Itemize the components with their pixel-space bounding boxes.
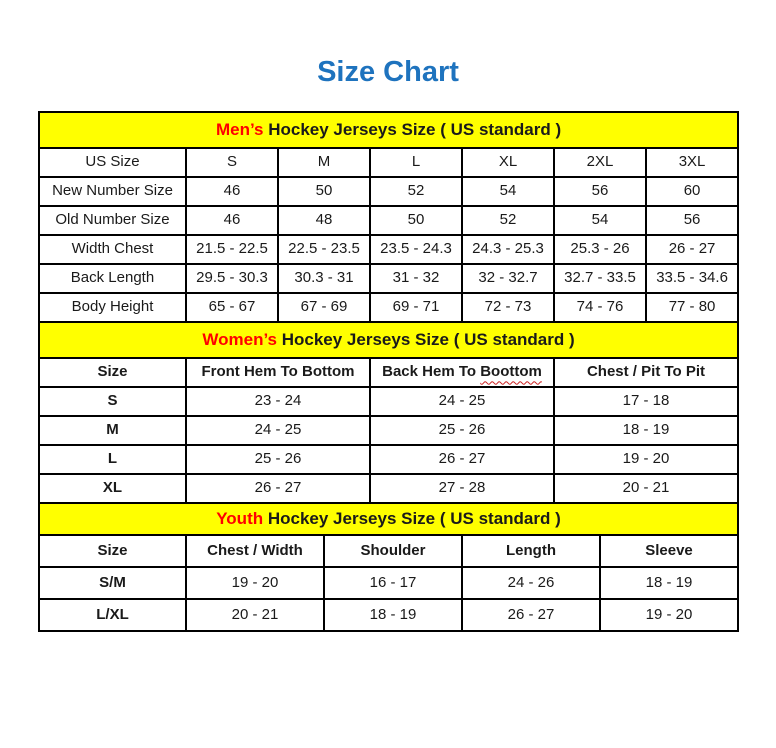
table-cell: 25.3 - 26 [554,235,646,264]
table-cell: 69 - 71 [370,293,462,322]
table-cell: 20 - 21 [186,599,324,631]
table-cell: 50 [370,206,462,235]
column-header-with-spellcheck [370,358,554,387]
womens-section-title [39,322,738,358]
womens-section-band [39,322,738,358]
table-cell: 16 - 17 [324,567,462,599]
table-cell: 32 - 32.7 [462,264,554,293]
row-label: L [39,445,186,474]
table-cell: 72 - 73 [462,293,554,322]
womens-band-accent: Women’s [202,329,277,349]
youth-size-table [38,502,739,632]
row-label: Width Chest [39,235,186,264]
table-cell: 77 - 80 [646,293,738,322]
table-cell: 50 [278,177,370,206]
table-row [39,416,738,445]
mens-band-accent: Men’s [215,119,264,139]
table-row [39,387,738,416]
table-cell: 48 [278,206,370,235]
column-header: Chest / Pit To Pit [554,358,738,387]
column-header: Sleeve [600,535,738,567]
table-row [39,599,738,631]
mens-section-band [39,112,738,148]
mens-band-rest: Hockey Jerseys Size ( US standard ) [263,119,562,139]
mens-size-table [38,111,739,323]
row-label: XL [39,474,186,503]
table-cell: 19 - 20 [186,567,324,599]
column-header: Shoulder [324,535,462,567]
womens-header-row [39,358,738,387]
table-cell: 67 - 69 [278,293,370,322]
table-cell: 54 [554,206,646,235]
misspelled-word: Boottom [480,363,542,381]
womens-size-table [38,321,739,504]
table-cell: 52 [370,177,462,206]
youth-band-accent: Youth [216,508,264,528]
column-header: 3XL [646,148,738,177]
table-cell: 24 - 26 [462,567,600,599]
table-cell: 33.5 - 34.6 [646,264,738,293]
row-label: M [39,416,186,445]
table-cell: 56 [646,206,738,235]
table-cell: 25 - 26 [186,445,370,474]
table-cell: 24 - 25 [186,416,370,445]
table-cell: 74 - 76 [554,293,646,322]
table-cell: 24.3 - 25.3 [462,235,554,264]
table-cell: 56 [554,177,646,206]
youth-band-rest: Hockey Jerseys Size ( US standard ) [263,508,561,528]
table-cell: 21.5 - 22.5 [186,235,278,264]
table-cell: 24 - 25 [370,387,554,416]
size-chart-page [0,56,776,632]
table-row [39,177,738,206]
youth-section-title [39,503,738,535]
table-cell: 31 - 32 [370,264,462,293]
table-cell: 26 - 27 [370,445,554,474]
table-cell: 19 - 20 [554,445,738,474]
youth-header-row [39,535,738,567]
table-cell: 26 - 27 [186,474,370,503]
row-label: Body Height [39,293,186,322]
table-cell: 18 - 19 [600,567,738,599]
row-label: S/M [39,567,186,599]
column-header: Length [462,535,600,567]
table-cell: 32.7 - 33.5 [554,264,646,293]
table-cell: 19 - 20 [600,599,738,631]
table-row [39,474,738,503]
column-header: Chest / Width [186,535,324,567]
table-row [39,235,738,264]
row-label: Back Length [39,264,186,293]
column-header: 2XL [554,148,646,177]
table-row [39,206,738,235]
table-row [39,264,738,293]
column-header: XL [462,148,554,177]
table-row [39,445,738,474]
table-cell: 23.5 - 24.3 [370,235,462,264]
table-cell: 54 [462,177,554,206]
row-label: Old Number Size [39,206,186,235]
column-header: M [278,148,370,177]
mens-section-title [39,112,738,148]
table-cell: 46 [186,206,278,235]
table-cell: 18 - 19 [554,416,738,445]
mens-header-row [39,148,738,177]
table-cell: 30.3 - 31 [278,264,370,293]
table-cell: 18 - 19 [324,599,462,631]
row-label: L/XL [39,599,186,631]
table-cell: 17 - 18 [554,387,738,416]
table-cell: 26 - 27 [646,235,738,264]
table-cell: 29.5 - 30.3 [186,264,278,293]
table-cell: 25 - 26 [370,416,554,445]
table-cell: 52 [462,206,554,235]
table-cell: 26 - 27 [462,599,600,631]
column-header: S [186,148,278,177]
table-cell: 46 [186,177,278,206]
page-title: Size Chart [317,56,459,88]
column-header-prefix: Back Hem To [382,363,481,381]
column-header: Front Hem To Bottom [186,358,370,387]
column-header: L [370,148,462,177]
column-header: US Size [39,148,186,177]
column-header: Size [39,535,186,567]
table-cell: 20 - 21 [554,474,738,503]
table-cell: 23 - 24 [186,387,370,416]
table-row [39,567,738,599]
youth-section-band [39,503,738,535]
table-cell: 27 - 28 [370,474,554,503]
womens-band-rest: Hockey Jerseys Size ( US standard ) [277,329,575,349]
row-label: S [39,387,186,416]
column-header: Size [39,358,186,387]
row-label: New Number Size [39,177,186,206]
table-cell: 22.5 - 23.5 [278,235,370,264]
table-cell: 65 - 67 [186,293,278,322]
table-row [39,293,738,322]
table-cell: 60 [646,177,738,206]
